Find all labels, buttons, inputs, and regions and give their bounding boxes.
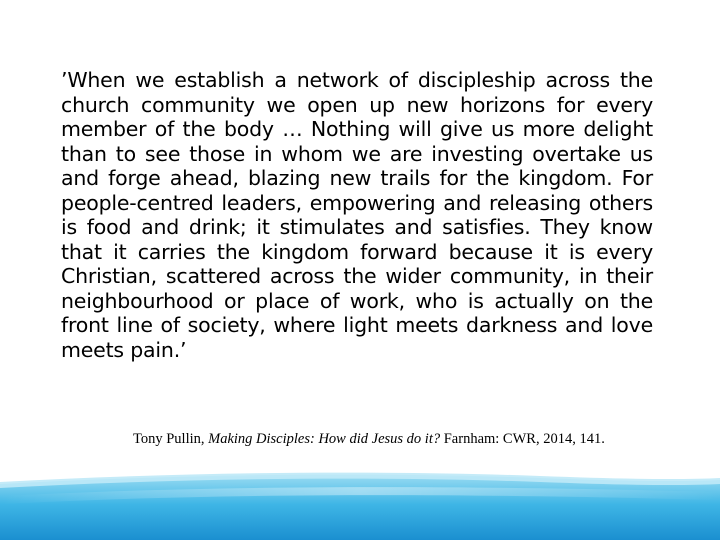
citation-details: Farnham: CWR, 2014, 141. xyxy=(440,431,605,447)
footer-wave-band xyxy=(0,470,720,540)
citation-title: Making Disciples: How did Jesus do it? xyxy=(208,431,441,447)
citation xyxy=(133,430,673,448)
wave-base xyxy=(0,475,720,540)
citation-author: Tony Pullin, xyxy=(133,431,209,447)
quote-text: ’When we establish a network of discipleship across the church community we open up new horizons for every member of the body … Nothing will give us more delight than to see those in whom we are investing overtake us and forge ahead, blazing new trails for the kingdom. For people-centred leaders, empowering and releasing others is food and drink; it stimulates and satisfies. They know that it carries the kingdom forward because it is every Christian, scattered across the wider community, in their neighbourhood or place of work, who is actually on the front line of society, where light meets darkness and love meets pain.’ xyxy=(61,68,653,362)
